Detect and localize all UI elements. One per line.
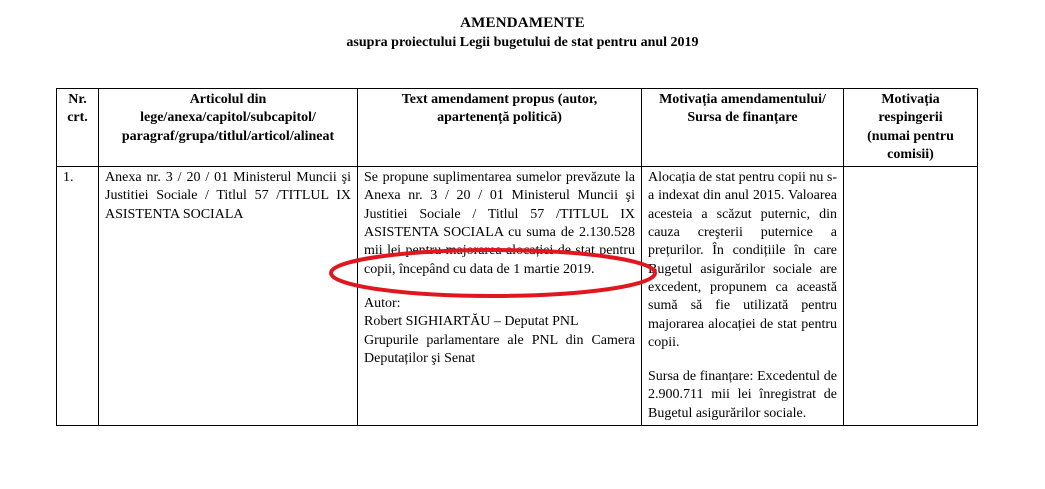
autor-name: Robert SIGHIARTĂU – Deputat PNL — [364, 314, 579, 330]
amendments-table — [56, 88, 978, 426]
amendment-proposal — [364, 169, 635, 279]
cell-nr: 1. — [57, 167, 99, 426]
table-row — [57, 167, 978, 426]
header-motivatia-respingerii — [844, 89, 978, 167]
header-text-amendament: Text amendament propus (autor, apartenență politică) — [358, 89, 642, 167]
header-motivatia-respingerii-note: (numai pentru comisii) — [867, 128, 954, 162]
document-title: AMENDAMENTE — [460, 15, 585, 31]
amendment-proposal-highlight: pentru majorarea alocației de stat pentru copii, începând cu data de 1 martie 2019. — [364, 243, 635, 277]
document-subtitle: asupra proiectului Legii bugetului de stat pentru anul 2019 — [346, 35, 699, 50]
document-header — [0, 14, 1045, 52]
autor-label: Autor: — [364, 295, 401, 311]
motivatia-text: Alocația de stat pentru copii nu s-a indexat din anul 2015. Valoarea acesteia a scăzut puternic, din cauza creşterii puternice a prețurilor. În condițiile în care Bugetul asigurărilor sociale are excedent, propunem ca această sumă să fie utilizată pentru majorarea alocației de stat pentru copii. — [648, 170, 837, 350]
cell-motivatia — [642, 167, 844, 426]
amendment-proposal-text: Se propune suplimentarea sumelor prevăzute la Anexa nr. 3 / 20 / 01 Ministerul Muncii şi Justitiei Sociale / Titlul 57 /TITLUL IX ASISTENTA SOCIALA cu suma de 2.130.528 mii lei — [364, 170, 635, 259]
cell-motivatia-respingerii — [844, 167, 978, 426]
cell-articol: Anexa nr. 3 / 20 / 01 Ministerul Muncii şi Justitiei Sociale / Titlul 57 /TITLUL IX ASISTENTA SOCIALA — [99, 167, 358, 426]
header-nr-crt: Nr. crt. — [57, 89, 99, 167]
header-articol: Articolul din lege/anexa/capitol/subcapitol/ paragraf/grupa/titlul/articol/alineat — [99, 89, 358, 167]
cell-text-amendament — [358, 167, 642, 426]
header-motivatia-respingerii-label: Motivația respingerii — [878, 92, 943, 126]
sursa-finantare: Sursa de finanțare: Excedentul de 2.900.711 mii lei înregistrat de Bugetul asigurărilor sociale. — [648, 369, 837, 421]
table-header-row — [57, 89, 978, 167]
header-motivatia: Motivația amendamentului/ Sursa de finanțare — [642, 89, 844, 167]
autor-group: Grupurile parlamentare ale PNL din Camera Deputaților şi Senat — [364, 332, 635, 366]
